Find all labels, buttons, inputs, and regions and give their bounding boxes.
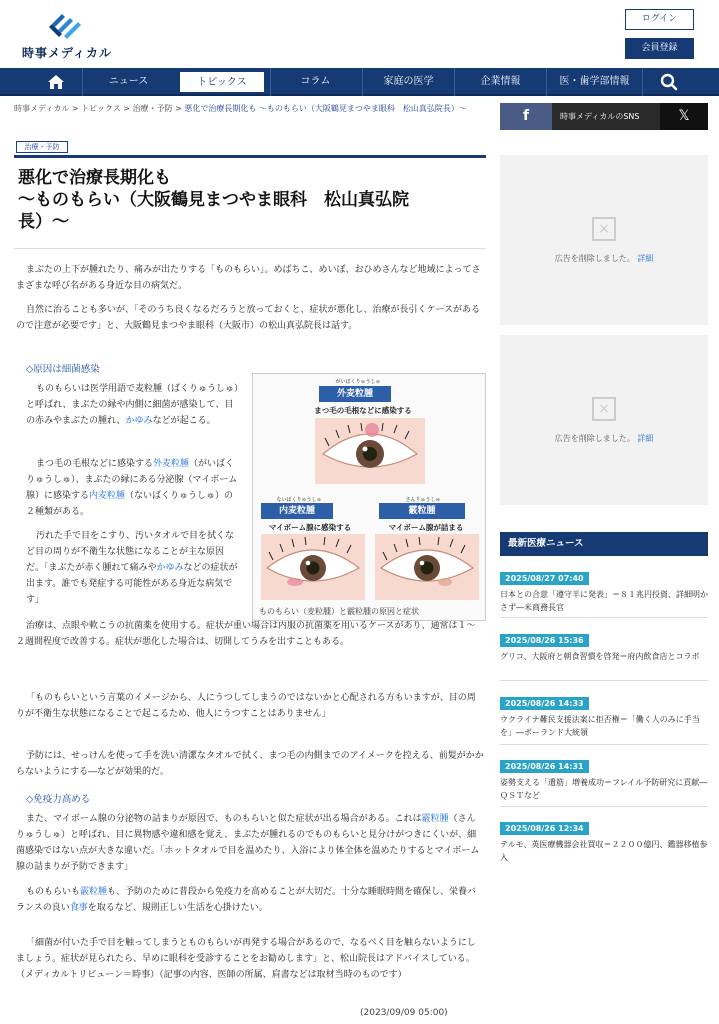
main-nav bbox=[0, 68, 719, 96]
news-date: 2025/08/26 14:31 bbox=[500, 760, 589, 773]
text: 汚れた手で目をこすり、汚いタオルで目を拭くなど目の周りが不衛生な状態になることが主な原因だ。「まぶたが赤く腫れて痛みや bbox=[26, 531, 235, 573]
text: （ないばくりゅうしゅ）の２種類がある。 bbox=[26, 491, 234, 517]
breadcrumb-item[interactable]: 治療・予防 bbox=[132, 104, 173, 113]
nav-item-company[interactable]: 企業情報 bbox=[454, 68, 546, 96]
text: も、予防のために普段から免疫力を高めることが大切だ。十分な睡眠時間を確保し、栄養バランスの良い bbox=[16, 887, 477, 913]
news-item[interactable] bbox=[500, 691, 708, 739]
divider bbox=[500, 617, 708, 618]
nav-item-column[interactable]: コラム bbox=[270, 68, 360, 96]
nav-item-medical-school[interactable]: 医・歯学部情報 bbox=[546, 68, 642, 96]
ruby: ないばくりゅうしゅ bbox=[276, 497, 322, 503]
paragraph bbox=[26, 381, 241, 429]
glossary-link[interactable]: 食事 bbox=[69, 903, 88, 913]
breadcrumb-current: 悪化で治療長期化も ～ものもらい（大阪鶴見まつやま眼科 松山真弘院長）～ bbox=[184, 104, 467, 113]
news-date: 2025/08/26 14:33 bbox=[500, 697, 589, 710]
figure-sublabel: マイボーム腺に感染する bbox=[268, 523, 352, 532]
section-heading: ◇原因は細菌感染 bbox=[26, 364, 100, 375]
ruby: がいばくりゅうしゅ bbox=[335, 379, 381, 385]
news-item[interactable] bbox=[500, 816, 708, 864]
facebook-icon[interactable]: f bbox=[500, 103, 552, 130]
section-heading: ◇免疫力高める bbox=[26, 794, 91, 805]
paragraph bbox=[26, 456, 241, 520]
category-tag[interactable]: 治療・予防 bbox=[16, 141, 68, 153]
ad-slot bbox=[500, 335, 708, 505]
publish-date: (2023/09/09 05:00) bbox=[360, 1008, 448, 1018]
paragraph: まぶたの上下が腫れたり、痛みが出たりする「ものもらい」。めばちこ、めいぼ、おひめさんなど地域によってさまざまな呼び名がある身近な目の病気だ。 bbox=[16, 265, 481, 291]
paragraph bbox=[16, 884, 484, 916]
x-icon[interactable]: 𝕏 bbox=[660, 103, 708, 130]
figure-sublabel: マイボーム腺が詰まる bbox=[388, 523, 464, 532]
news-title[interactable]: 姿勢支える「遺筋」増養成功＝フレイル予防研究に貢献―ＱＳＴなど bbox=[500, 778, 708, 800]
news-date: 2025/08/27 07:40 bbox=[500, 572, 589, 585]
eye-illustration bbox=[375, 534, 479, 600]
sns-bar bbox=[500, 103, 708, 130]
glossary-link[interactable]: 内麦粒腫 bbox=[89, 491, 126, 501]
paragraph: 自然に治ることも多いが、「そのうち良くなるだろうと放っておくと、症状が悪化し、治療が長引くケースがあるので注意が必要です」と、大阪鶴見まつやま眼科（大阪市）の松山真弘院長は話す。 bbox=[16, 305, 481, 331]
divider bbox=[14, 248, 486, 249]
nav-item-home-medicine[interactable]: 家庭の医学 bbox=[362, 68, 454, 96]
ad-detail-link[interactable]: 詳細 bbox=[637, 434, 654, 443]
news-item[interactable] bbox=[500, 566, 708, 614]
title-line: ～ものもらい（大阪鶴見まつやま眼科 松山真弘院 bbox=[18, 190, 409, 210]
paragraph: 治療は、点眼や軟こうの抗菌薬を使用する。症状が重い場合は内服の抗菌薬を用いるケースがあり、通常は１～２週間程度で改善する。症状が悪化した場合は、切開してうみを出すこともある。 bbox=[16, 621, 476, 647]
text: を取るなど、規則正しい生活を心掛けたい。 bbox=[87, 903, 268, 913]
glossary-link[interactable]: 霰粒腫 bbox=[421, 814, 449, 824]
breadcrumb: 時事メディカル > トピックス > 治療・予防 > 悪化で治療長期化も ～ものもらい（大阪鶴見まつやま眼科 松山真弘院長）～ bbox=[14, 104, 467, 113]
news-title[interactable]: 日本との合意「遵守半に発表」＝８１兆円投資、詳細明かさず―米商務長官 bbox=[500, 590, 708, 612]
text: （さんりゅうしゅ）と呼ばれ、目に異物感や違和感を覚え、まぶたが腫れるのでものもらいと見分けがつきにくいが、細菌感染ではない点が大きな違いだ。「ホットタオルで目を温めたり、入浴により体全体を温めたりするとマイボーム腺の詰まりが予防できます」 bbox=[16, 814, 480, 872]
news-date: 2025/08/26 15:36 bbox=[500, 634, 589, 647]
eye-illustration bbox=[315, 418, 425, 484]
text: また、マイボーム腺の分泌物の詰まりが原因で、ものもらいと似た症状が出る場合がある。これは bbox=[26, 814, 422, 824]
news-item[interactable] bbox=[500, 628, 708, 663]
logo-mark-icon bbox=[48, 10, 82, 42]
figure-label: 外麦粒腫 bbox=[319, 386, 391, 402]
paragraph: 予防には、せっけんを使って手を洗い清潔なタオルで拭く、まつ毛の内側までのアイメークを控える、前髪がかからないようにする―などが効果的だ。 bbox=[16, 751, 484, 777]
eye-illustration bbox=[261, 534, 365, 600]
news-title[interactable]: グリコ、大阪府と朝食習慣を啓発＝府内飲食店とコラボ bbox=[500, 652, 700, 661]
news-date: 2025/08/26 12:34 bbox=[500, 822, 589, 835]
login-button[interactable]: ログイン bbox=[625, 9, 694, 30]
divider bbox=[500, 680, 708, 681]
paragraph: 「細菌が付いた手で目を触ってしまうとものもらいが再発する場合があるので、なるべく目を触らないようにしましょう。症状が見られたら、早めに眼科を受診することをお勧めします」と、松山院長はアドバイスしている。（メディカルトリビューン＝時事）（記事の内容、医師の所属、肩書などは取材当時のものです） bbox=[16, 938, 476, 980]
figure-label: 霰粒腫 bbox=[379, 503, 465, 519]
ad-detail-link[interactable]: 詳細 bbox=[637, 254, 654, 263]
glossary-link[interactable]: 霰粒腫 bbox=[80, 887, 108, 897]
ruby: さんりゅうしゅ bbox=[405, 497, 441, 503]
ad-removed-label: 広告を削除しました。 bbox=[554, 254, 635, 263]
ad-text bbox=[500, 433, 708, 444]
divider bbox=[500, 806, 708, 807]
nav-item-news[interactable]: ニュース bbox=[82, 68, 174, 96]
article-figure[interactable] bbox=[252, 373, 486, 621]
text: ものもらいも bbox=[26, 887, 81, 897]
latest-news-header: 最新医療ニュース bbox=[500, 532, 708, 556]
text: ものもらいは医学用語で麦粒腫（ばくりゅうしゅ）と呼ばれ、まぶたの縁や内側に細菌が感染して、目の赤みやまぶたの腫れ、 bbox=[26, 384, 239, 426]
glossary-link[interactable]: かゆみ bbox=[125, 416, 153, 426]
title-line: 長）～ bbox=[18, 212, 69, 232]
figure-label: 内麦粒腫 bbox=[261, 503, 333, 519]
site-header bbox=[0, 0, 719, 68]
paragraph bbox=[26, 528, 241, 608]
nav-item-topics[interactable]: トピックス bbox=[180, 72, 264, 92]
text: （がいばくりゅうしゅ）、まぶたの縁にある分泌腺（マイボーム腺）に感染する bbox=[26, 459, 238, 501]
register-button[interactable]: 会員登録 bbox=[625, 38, 694, 59]
ad-removed-icon: × bbox=[592, 397, 616, 421]
news-title[interactable]: ウクライナ難民支援法案に拒否権＝「働く人のみに手当を」―ポーランド大統領 bbox=[500, 715, 700, 737]
sns-label: 時事メディカルのSNS bbox=[560, 112, 640, 121]
ad-removed-label: 広告を削除しました。 bbox=[554, 434, 635, 443]
ad-removed-icon: × bbox=[592, 217, 616, 241]
article-title bbox=[18, 167, 486, 233]
text: などが起こる。 bbox=[152, 416, 216, 426]
search-icon[interactable] bbox=[642, 68, 694, 96]
site-logo[interactable] bbox=[22, 8, 112, 60]
news-item[interactable] bbox=[500, 754, 708, 802]
ad-text bbox=[500, 253, 708, 264]
glossary-link[interactable]: かゆみ bbox=[156, 563, 184, 573]
paragraph bbox=[16, 811, 484, 875]
title-rule bbox=[14, 155, 486, 158]
text: まつ毛の毛根などに感染する bbox=[36, 459, 154, 469]
divider bbox=[500, 744, 708, 745]
paragraph: 「ものもらいという言葉のイメージから、人にうつしてしまうのではないかと心配される方もいますが、目の周りが不衛生な状態になることで起こるため、他人にうつすことはありません」 bbox=[16, 693, 476, 719]
news-title[interactable]: テルモ、英医療機器会社買収＝２２００億円、鑑器移植参入 bbox=[500, 840, 708, 862]
ad-slot bbox=[500, 155, 708, 325]
breadcrumb-item[interactable]: 時事メディカル bbox=[14, 104, 70, 113]
home-icon[interactable] bbox=[36, 68, 76, 96]
glossary-link[interactable]: 外麦粒腫 bbox=[153, 459, 190, 469]
figure-sublabel: まつ毛の毛根などに感染する bbox=[314, 406, 412, 415]
figure-caption: ものもらい（麦粒腫）と霰粒腫の原因と症状 bbox=[259, 607, 419, 616]
title-line: 悪化で治療長期化も bbox=[18, 168, 171, 188]
text: などの症状が出ます。誰でも発症する可能性がある身近な病気です」 bbox=[26, 563, 238, 605]
breadcrumb-item[interactable]: トピックス bbox=[81, 104, 121, 113]
logo-text: 時事メディカル bbox=[22, 46, 113, 60]
